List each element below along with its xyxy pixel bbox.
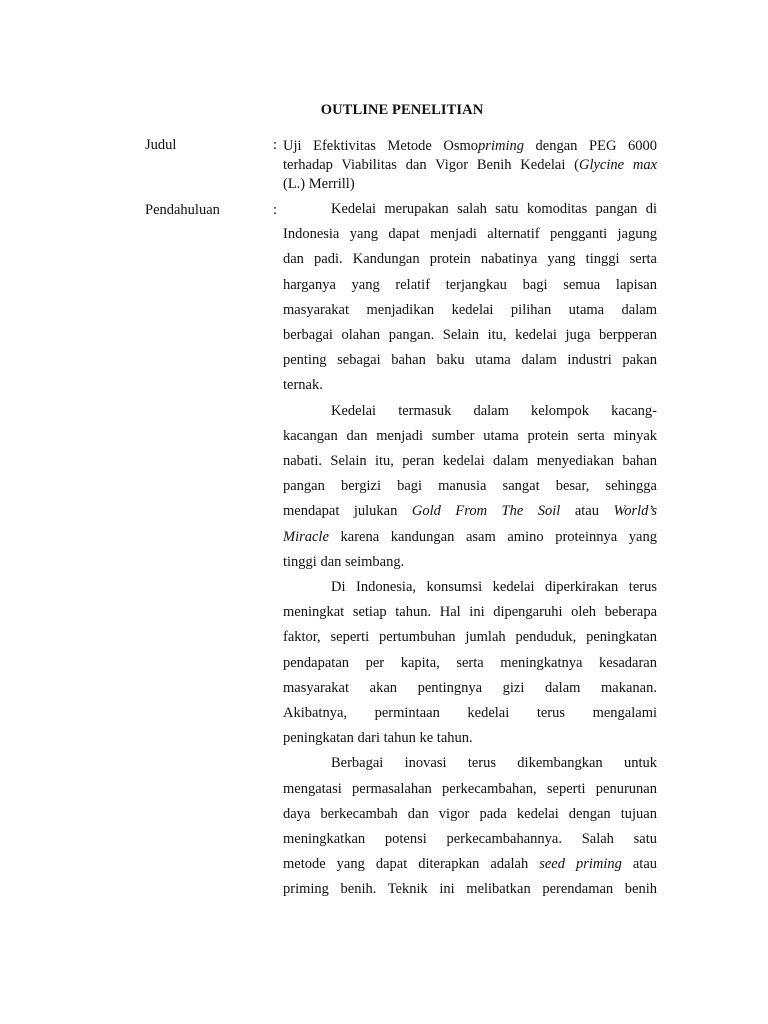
paragraph [283, 575, 657, 751]
text-run: Berbagai inovasi terus dikembangkan untuk [331, 755, 657, 772]
text-run: berbagai olahan pangan. Selain itu, kedelai juga berpperan [283, 327, 657, 344]
italic-term: seed priming [539, 856, 622, 873]
text-run: nabati. Selain itu, peran kedelai dalam menyediakan bahan [283, 453, 657, 470]
text-run: peningkatan dari tahun ke tahun. [283, 730, 473, 747]
paragraph-line [283, 298, 657, 323]
text-run: atau [560, 503, 614, 520]
paragraph-line [283, 777, 657, 802]
text-run: (L.) Merrill) [283, 176, 355, 192]
judul-line [283, 156, 657, 175]
text-run: meningkat setiap tahun. Hal ini dipengaruhi oleh beberapa [283, 604, 657, 621]
text-run: priming benih. Teknik ini melibatkan perendaman benih [283, 881, 657, 898]
text-run: mengatasi permasalahan perkecambahan, seperti penurunan [283, 780, 657, 797]
text-run: pendapatan per kapita, serta meningkatnya kesadaran [283, 654, 657, 671]
text-run: Di Indonesia, konsumsi kedelai diperkirakan terus [331, 579, 657, 596]
paragraph-line [283, 802, 657, 827]
text-run: Indonesia yang dapat menjadi alternatif pengganti jagung [283, 226, 657, 243]
judul-line [283, 137, 657, 156]
text-run: masyarakat akan pentingnya gizi dalam makanan. [283, 679, 657, 696]
text-run: kacangan dan menjadi sumber utama protein serta minyak [283, 427, 657, 444]
text-run: faktor, seperti pertumbuhan jumlah penduduk, peningkatan [283, 629, 657, 646]
paragraph-line [283, 273, 657, 298]
text-run: meningkatkan potensi perkecambahannya. Salah satu [283, 831, 657, 848]
text-run: mendapat julukan [283, 503, 412, 520]
paragraph-line [283, 424, 657, 449]
text-run: harganya yang relatif terjangkau bagi semua lapisan [283, 276, 657, 293]
paragraph-line [283, 827, 657, 852]
paragraph-line [283, 625, 657, 650]
pendahuluan-body [283, 197, 657, 903]
italic-term: Gold From The Soil [411, 503, 561, 520]
text-run: penting sebagai bahan baku utama dalam industri pakan [283, 352, 657, 369]
italic-term: priming [478, 138, 524, 154]
paragraph-line [283, 197, 657, 222]
judul-colon: : [273, 137, 278, 153]
italic-term: World’s [613, 503, 658, 520]
text-run: tinggi dan seimbang. [283, 553, 405, 570]
paragraph-line [283, 222, 657, 247]
text-run: atau [621, 856, 658, 873]
text-run: dan padi. Kandungan protein nabatinya yang tinggi serta [283, 251, 657, 268]
paragraph-line [283, 877, 657, 902]
paragraph-line [283, 676, 657, 701]
paragraph [283, 197, 657, 399]
paragraph-line [283, 701, 657, 726]
paragraph-line [283, 499, 657, 524]
italic-term: Glycine max [578, 157, 657, 173]
paragraph-line [283, 399, 657, 424]
paragraph-line [283, 852, 657, 877]
text-run: pangan bergizi bagi manusia sangat besar, sehingga [283, 478, 657, 495]
paragraph-line [283, 751, 657, 776]
page-title: OUTLINE PENELITIAN [320, 102, 484, 118]
paragraph-line [283, 525, 657, 550]
text-run: Kedelai termasuk dalam kelompok kacang- [331, 402, 657, 419]
paragraph [283, 751, 657, 902]
text-run: metode yang dapat diterapkan adalah [283, 856, 540, 873]
text-run: Akibatnya, permintaan kedelai terus mengalami [283, 705, 657, 722]
paragraph-line [283, 726, 657, 751]
paragraph-line [283, 247, 657, 272]
text-run: daya berkecambah dan vigor pada kedelai dengan tujuan [283, 805, 657, 822]
paragraph-line [283, 348, 657, 373]
paragraph-line [283, 474, 657, 499]
judul-text [283, 137, 657, 194]
text-run: terhadap Viabilitas dan Vigor Benih Kedelai ( [283, 157, 579, 173]
judul-line [283, 175, 657, 194]
paragraph-line [283, 373, 657, 398]
paragraph-line [283, 449, 657, 474]
text-run: masyarakat menjadikan kedelai pilihan utama dalam [283, 301, 657, 318]
paragraph-line [283, 575, 657, 600]
paragraph-line [283, 651, 657, 676]
text-run: Uji Efektivitas Metode Osmo [283, 138, 479, 154]
pendahuluan-label: Pendahuluan [145, 202, 220, 218]
italic-term: Miracle [283, 528, 329, 545]
text-run: Kedelai merupakan salah satu komoditas pangan di [331, 201, 657, 217]
paragraph-line [283, 323, 657, 348]
paragraph-line [283, 600, 657, 625]
paragraph-line [283, 550, 657, 575]
text-run: ternak. [283, 377, 323, 394]
paragraph [283, 399, 657, 575]
pendahuluan-colon: : [273, 202, 278, 218]
judul-label: Judul [145, 137, 177, 153]
text-run: karena kandungan asam amino proteinnya yang [328, 528, 657, 545]
text-run: dengan PEG 6000 [523, 138, 657, 154]
